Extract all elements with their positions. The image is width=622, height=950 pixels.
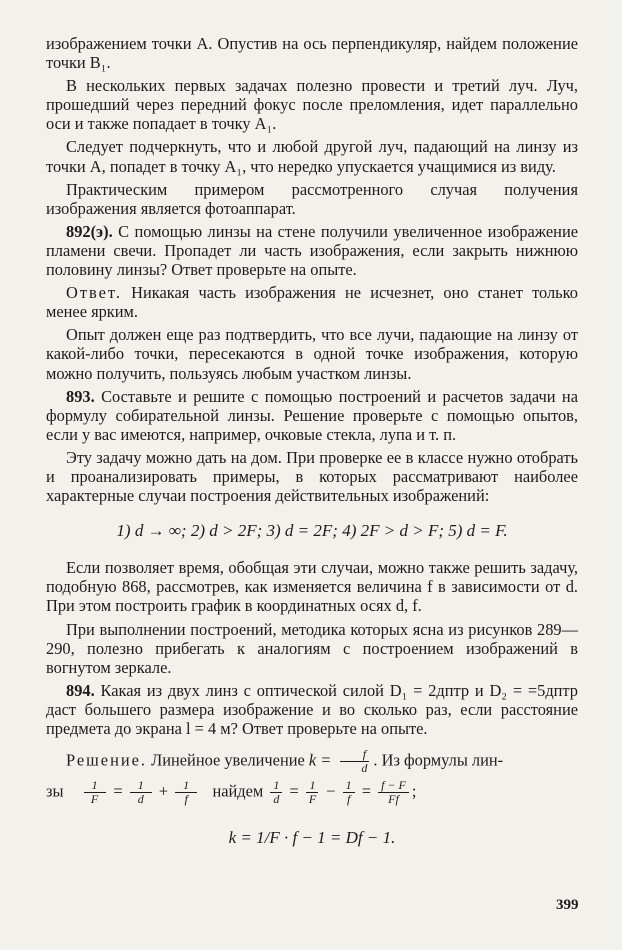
- cases-formula: 1) d → ∞; 2) d > 2F; 3) d = 2F; 4) 2F > d > F; 5) d = F.: [116, 521, 508, 541]
- paragraph-9: Эту задачу можно дать на дом. При проверке ее в классе нужно отобрать и проанализировать примеры, в которых рассматривают наиболее характерные случаи построения действительных изображений:: [46, 447, 578, 506]
- paragraph-11: При выполнении построений, методика которых ясна из рисунков 289—290, полезно прибегать к аналогиям с построением изображений в вогнутом зеркале.: [46, 619, 578, 677]
- solution-text: Линейное увеличение: [151, 750, 305, 770]
- problem-number: 894.: [66, 680, 95, 700]
- lens-formula: зы $\frac{1}{F}$ = $\frac{1}{d}$ + $\frac{1}{f}$ найдем $\frac{1}{d}$ = $\frac{1}{F}$ − $\frac{1}{f}$ = $\frac{f - F}{Ff}$ ;: [46, 778, 417, 807]
- fraction-f-over-d: $\frac{f}{d}$: [338, 748, 370, 775]
- fraction-1-over-d: $\frac{1}{d}$: [130, 779, 152, 806]
- problem-894: [46, 681, 578, 738]
- solution-text-2: Из формулы лин-: [381, 750, 504, 770]
- final-formula: k = 1/F · f − 1 = Df − 1.: [228, 828, 396, 848]
- paragraph-10: Если позволяет время, обобщая эти случаи, можно также решить задачу, подобную 868, рассмотрев, как изменяется величина f в зависимости от d. При этом построить график в координатных осях d, f.: [46, 558, 578, 616]
- solution-paragraph: Решение. Линейное увеличение k = $\frac{f}{d}$ . Из формулы лин-: [66, 747, 504, 776]
- zy-text: зы: [46, 781, 64, 801]
- fraction-f-minus-F-over-Ff: $\frac{f - F}{Ff}$: [378, 779, 409, 806]
- problem-893: [46, 387, 578, 444]
- fraction-1-over-F: $\frac{1}{F}$: [83, 779, 106, 806]
- paragraph-2: В нескольких первых задачах полезно провести и третий луч. Луч, прошедший через передний фокус после преломления, идет параллельно оси и также попадает в точку A₁.: [46, 76, 578, 134]
- problem-number: 892(э).: [66, 221, 113, 241]
- problem-892: [46, 222, 578, 279]
- paragraph-7: Опыт должен еще раз подтвердить, что все лучи, падающие на линзу от какой-либо точки, пересекаются в одной точке изображения, которую можно получить, пользуясь любым участком линзы.: [46, 325, 578, 383]
- k-equals: k =: [308, 750, 332, 770]
- najdem-text: найдем: [212, 781, 264, 801]
- fraction-1-over-d-2: $\frac{1}{d}$: [270, 779, 282, 806]
- answer-text: Никакая часть изображения не исчезнет, оно станет только менее ярким.: [46, 283, 578, 322]
- paragraph-4: Практическим примером рассмотренного случая получения изображения является фотоаппарат.: [46, 179, 578, 218]
- problem-number: 893.: [66, 386, 95, 406]
- paragraph-1: изображением точки A. Опустив на ось перпендикуляр, найдем положение точки B₁.: [46, 34, 578, 73]
- answer-label: Ответ.: [66, 283, 122, 303]
- problem-text: Составьте и решите с помощью построений и расчетов задачи на формулу собирательной линзы. Решение проверьте с помощью опытов, если у вас имеются, например, очковые стекла, лупа и т. п.: [46, 386, 578, 444]
- solution-label: Решение.: [66, 750, 147, 770]
- fraction-1-over-f: $\frac{1}{f}$: [175, 779, 197, 806]
- problem-text: С помощью линзы на стене получили увеличенное изображение пламени свечи. Пропадет ли часть изображения, если закрыть нижнюю половину линзы? Ответ проверьте на опыте.: [46, 221, 578, 280]
- paragraph-3: Следует подчеркнуть, что и любой другой луч, падающий на линзу из точки A, попадет в точку A₁, что нередко упускается учащимися из виду.: [46, 137, 578, 176]
- page-text: [46, 34, 578, 847]
- answer-paragraph: [46, 283, 578, 321]
- fraction-1-over-F-2: $\frac{1}{F}$: [306, 779, 319, 806]
- fraction-1-over-f-2: $\frac{1}{f}$: [343, 779, 355, 806]
- page-number: 399: [556, 897, 579, 913]
- problem-text: Какая из двух линз с оптической силой D₁ = 2дптр и D₂ = =5дптр даст большего размера изображение и во сколько раз, если расстояние предмета до экрана l = 4 м? Ответ проверьте на опыте.: [46, 680, 578, 738]
